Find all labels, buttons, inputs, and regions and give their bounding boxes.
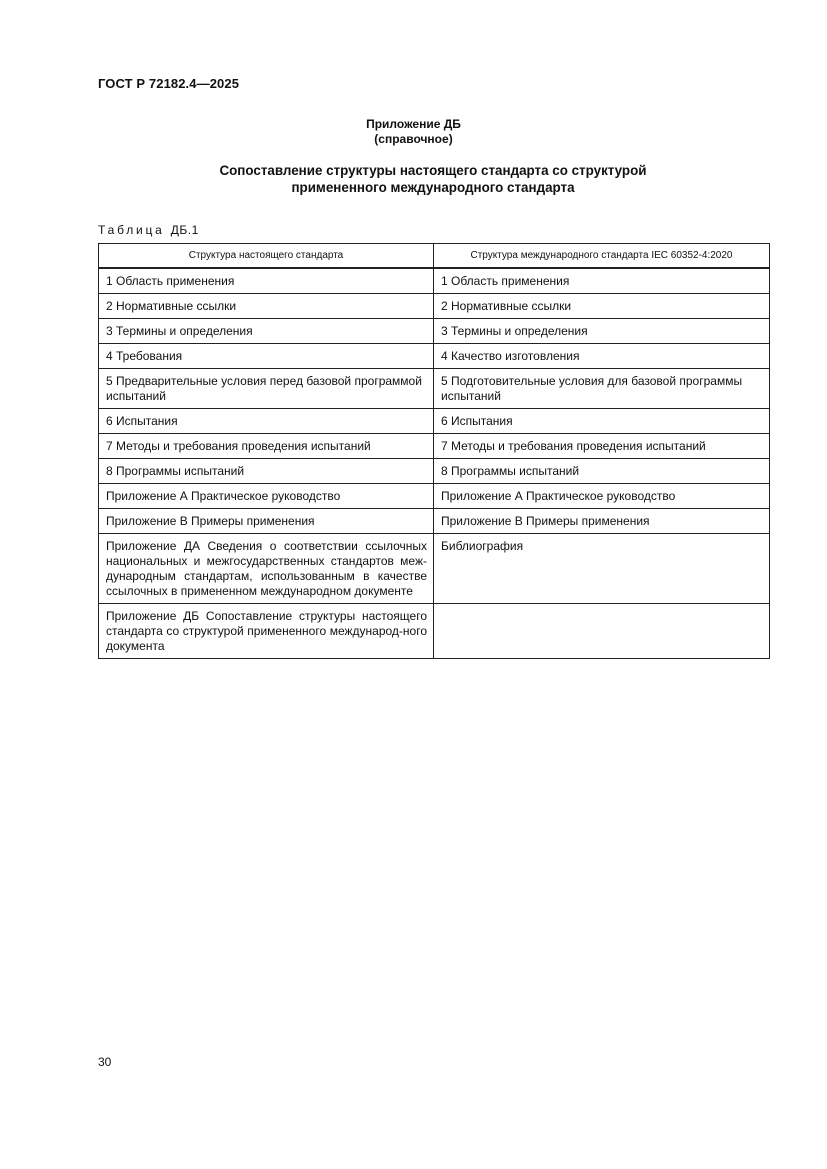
- table-caption-word: Таблица: [98, 223, 165, 237]
- table-cell-international: 4 Качество изготовления: [434, 344, 770, 369]
- table-cell-international: 2 Нормативные ссылки: [434, 294, 770, 319]
- table-cell-international: [434, 604, 770, 659]
- table-cell-international: 5 Подготовительные условия для базовой программы испытаний: [434, 369, 770, 409]
- table-cell-national: Приложение ДА Сведения о соответствии ссылочных национальных и межгосударственных стандартов меж-дународным стандартам, использованным в качестве ссылочных в примененном международном документе: [99, 534, 434, 604]
- table-cell-international: 3 Термины и определения: [434, 319, 770, 344]
- column-header-national: Структура настоящего стандарта: [99, 244, 434, 269]
- structure-comparison-table: [98, 243, 770, 659]
- page-number: 30: [98, 1055, 112, 1069]
- table-cell-national: 6 Испытания: [99, 409, 434, 434]
- table-row: [99, 459, 770, 484]
- table-cell-national: Приложение ДБ Сопоставление структуры настоящего стандарта со структурой примененного международ-ного документа: [99, 604, 434, 659]
- table-cell-international: 7 Методы и требования проведения испытаний: [434, 434, 770, 459]
- table-cell-national: 3 Термины и определения: [99, 319, 434, 344]
- table-cell-national: 1 Область применения: [99, 268, 434, 294]
- table-row: [99, 369, 770, 409]
- table-row: [99, 268, 770, 294]
- table-cell-international: Библиография: [434, 534, 770, 604]
- annex-title-block: [0, 117, 827, 147]
- annex-title: Приложение ДБ: [366, 117, 461, 131]
- table-caption: [98, 223, 199, 237]
- table-row: [99, 294, 770, 319]
- table-row: [99, 534, 770, 604]
- table-cell-international: Приложение А Практическое руководство: [434, 484, 770, 509]
- table-header-row: [99, 244, 770, 269]
- table-cell-national: 7 Методы и требования проведения испытаний: [99, 434, 434, 459]
- table-cell-national: 4 Требования: [99, 344, 434, 369]
- table-row: [99, 509, 770, 534]
- table-row: [99, 434, 770, 459]
- table-row: [99, 484, 770, 509]
- table-caption-number: ДБ.1: [170, 223, 199, 237]
- table-cell-international: Приложение В Примеры применения: [434, 509, 770, 534]
- table-cell-national: 5 Предварительные условия перед базовой программой испытаний: [99, 369, 434, 409]
- table-cell-international: 1 Область применения: [434, 268, 770, 294]
- table-cell-national: Приложение А Практическое руководство: [99, 484, 434, 509]
- table-cell-international: 6 Испытания: [434, 409, 770, 434]
- comparison-heading: [0, 162, 827, 196]
- table-row: [99, 319, 770, 344]
- table-cell-national: 8 Программы испытаний: [99, 459, 434, 484]
- column-header-international: Структура международного стандарта IEC 60352-4:2020: [434, 244, 770, 269]
- table-cell-national: Приложение В Примеры применения: [99, 509, 434, 534]
- table-row: [99, 409, 770, 434]
- table-row: [99, 604, 770, 659]
- comparison-heading-line-2: примененного международного стандарта: [291, 180, 575, 195]
- annex-subtitle: (справочное): [374, 132, 453, 146]
- table-row: [99, 344, 770, 369]
- comparison-heading-line-1: Сопоставление структуры настоящего стандарта со структурой: [219, 163, 647, 178]
- document-code: ГОСТ Р 72182.4—2025: [98, 76, 240, 91]
- table-cell-international: 8 Программы испытаний: [434, 459, 770, 484]
- table-cell-national: 2 Нормативные ссылки: [99, 294, 434, 319]
